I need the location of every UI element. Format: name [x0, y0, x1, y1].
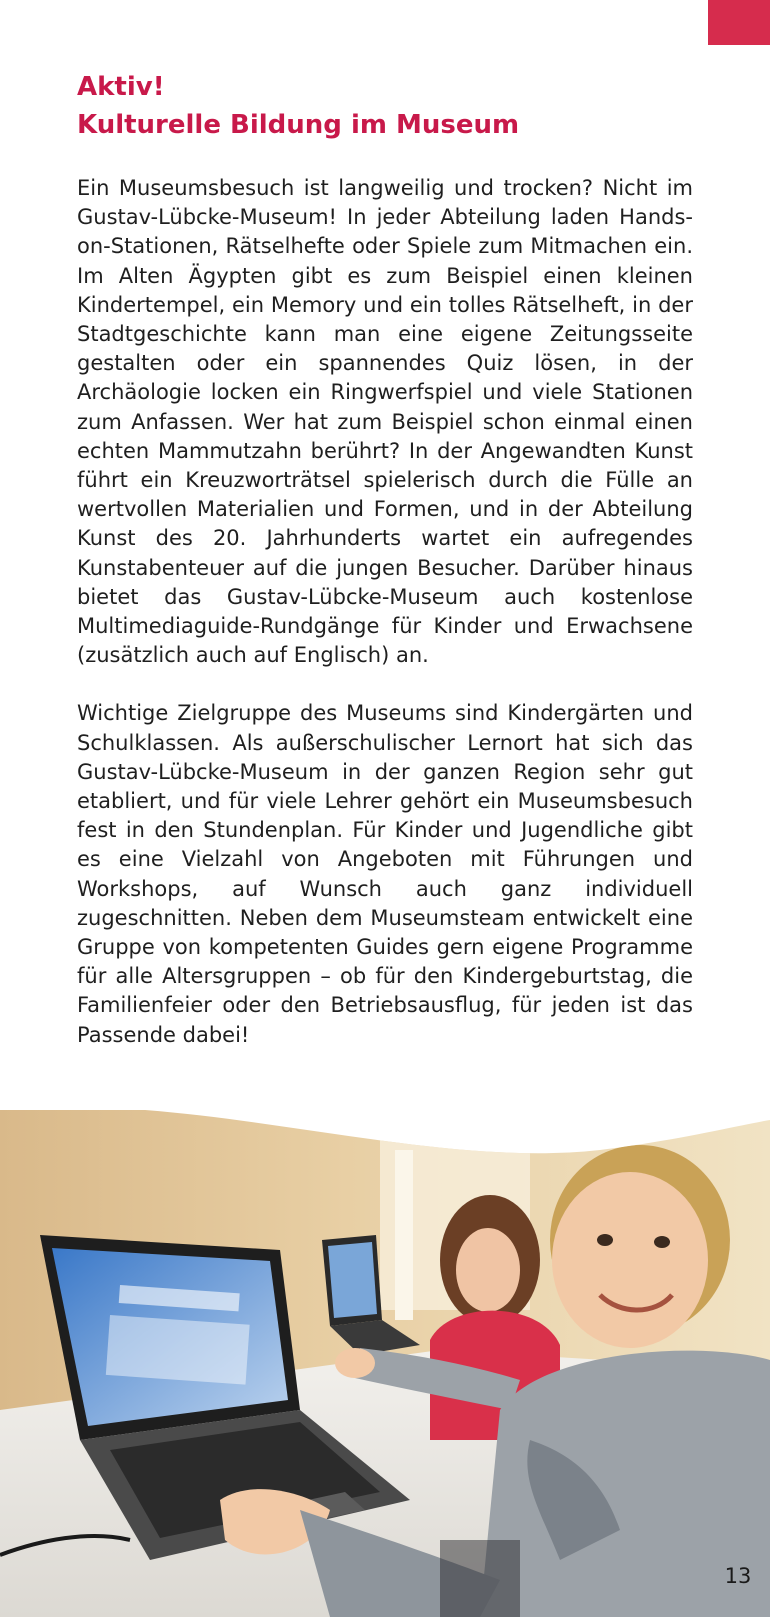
article-body	[77, 174, 693, 1050]
corner-accent-bar	[708, 0, 770, 45]
paragraph-1: Ein Museumsbesuch ist langweilig und trocken? Nicht im Gustav-Lübcke-Museum! In jeder Abteilung laden Hands-on-Stationen, Rätselhefte oder Spiele zum Mitmachen ein. Im Alten Ägypten gibt es zum Beispiel einen kleinen Kindertempel, ein Memory und ein tolles Rätselheft, in der Stadtgeschichte kann man eine eigene Zeitungsseite gestalten oder ein spannendes Quiz lösen, in der Archäologie locken ein Ringwerfspiel und viele Stationen zum Anfassen. Wer hat zum Beispiel schon einmal einen echten Mammutzahn berührt? In der Angewandten Kunst führt ein Kreuzworträtsel spielerisch durch die Fülle an wertvollen Materialien und Formen, und in der Abteilung Kunst des 20. Jahrhunderts wartet ein aufregendes Kunstabenteuer auf die jungen Besucher. Darüber hinaus bietet das Gustav-Lübcke-Museum auch kostenlose Multimediaguide-Rundgänge für Kinder und Erwachsene (zusätzlich auch auf Englisch) an.	[77, 176, 693, 668]
heading-line-1: Aktiv!	[77, 72, 165, 102]
page-heading	[77, 68, 697, 144]
children-laptops-photo	[0, 1110, 770, 1617]
paragraph-2: Wichtige Zielgruppe des Museums sind Kindergärten und Schulklassen. Als außerschulischer Lernort hat sich das Gustav-Lübcke-Museum in der ganzen Region sehr gut etabliert, und für viele Lehrer gehört ein Museumsbesuch fest in den Stundenplan. Für Kinder und Jugendliche gibt es eine Vielzahl von Angeboten mit Führungen und Workshops, auf Wunsch auch ganz individuell zugeschnitten. Neben dem Museumsteam entwickelt eine Gruppe von kompetenten Guides gern eigene Programme für alle Altersgruppen – ob für den Kindergeburtstag, die Familienfeier oder den Betriebsausflug, für jeden ist das Passende dabei!	[77, 701, 693, 1047]
heading-line-2: Kulturelle Bildung im Museum	[77, 110, 520, 140]
page-number: 13	[724, 1564, 752, 1588]
